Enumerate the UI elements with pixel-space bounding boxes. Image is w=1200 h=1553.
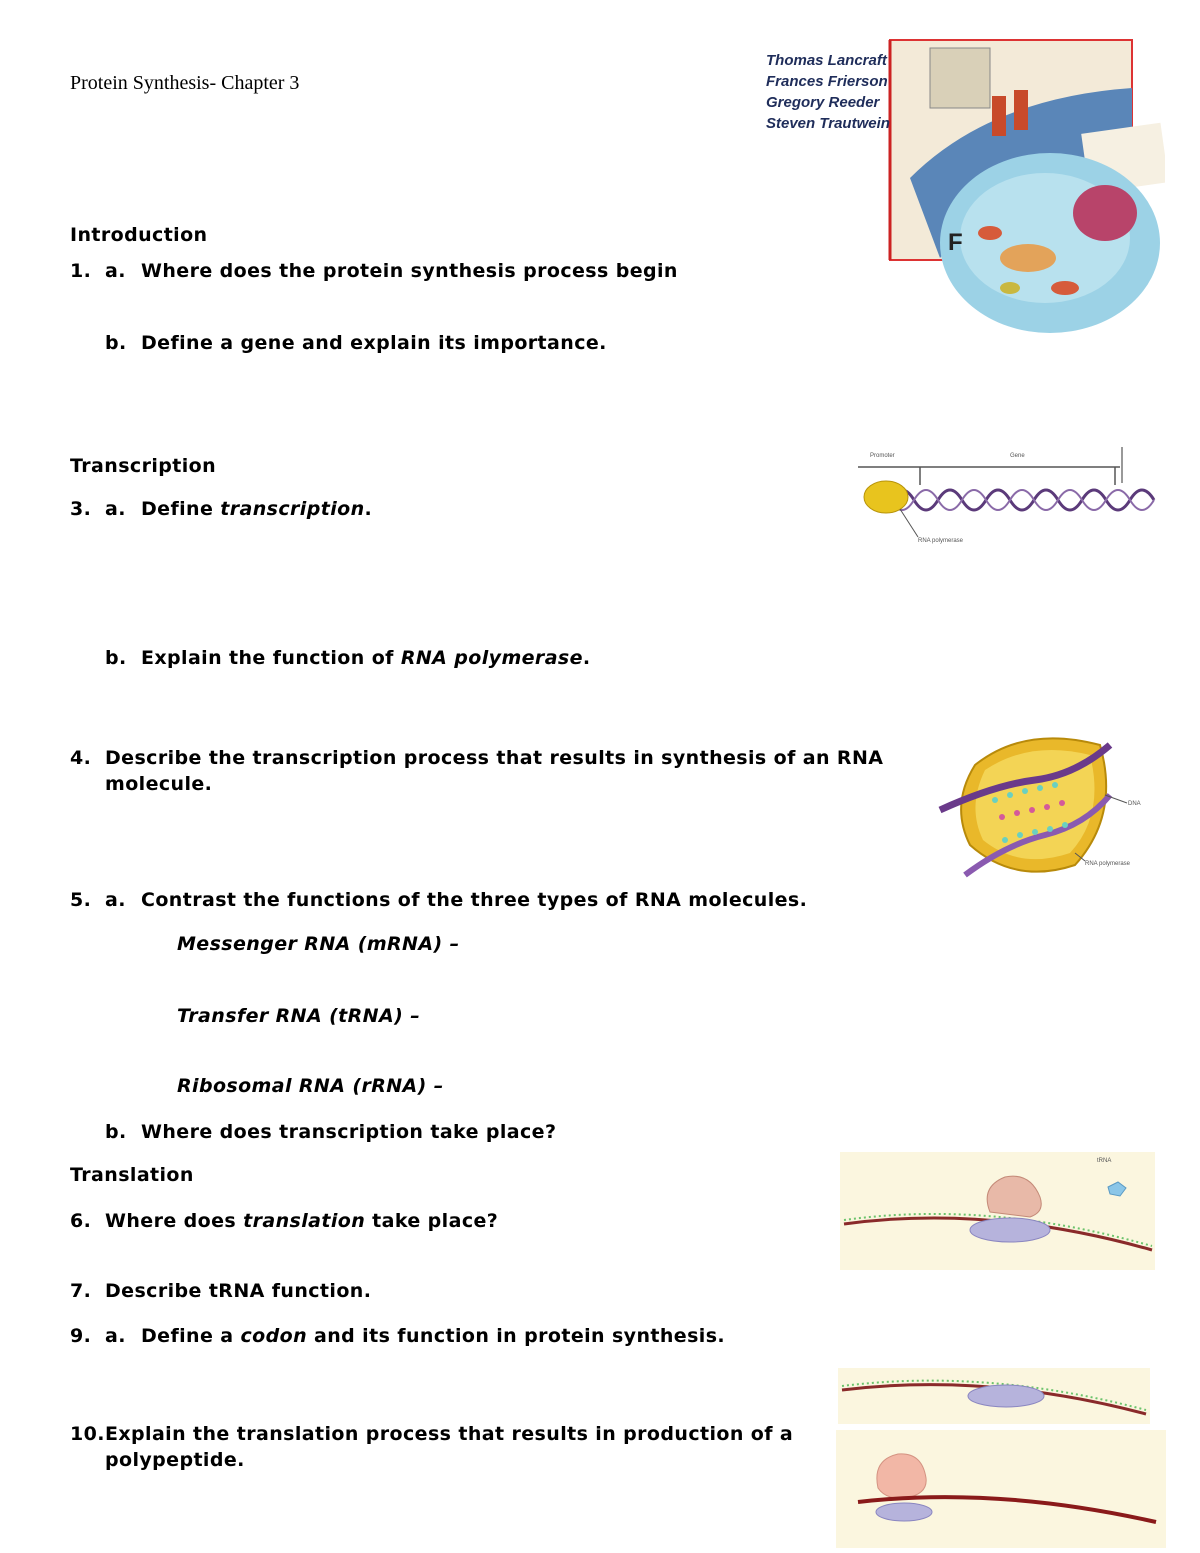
question-text: Explain the function of RNA polymerase. — [141, 647, 591, 669]
cover-authors — [766, 50, 890, 134]
question-text: Where does translation take place? — [105, 1210, 499, 1232]
rna-polymerase-illustration — [935, 725, 1155, 885]
mrna-strand-illustration — [838, 1368, 1150, 1424]
ribosome-trna-illustration — [840, 1152, 1155, 1270]
question-number: 10. — [70, 1423, 105, 1445]
question-text-line: Explain the translation process that results in production of a — [105, 1423, 794, 1445]
promoter-label: Promoter — [870, 453, 895, 459]
mrna-strand-figure — [838, 1368, 1150, 1424]
question-text-line: molecule. — [105, 773, 213, 795]
ribosome-figure — [840, 1152, 1155, 1270]
section-heading-introduction: Introduction — [70, 224, 208, 246]
textbook-cover-image — [760, 38, 1165, 338]
question-number: 9. — [70, 1325, 92, 1347]
sub-letter: b. — [105, 1121, 127, 1143]
question-number: 1. — [70, 260, 92, 282]
question-text: Where does the protein synthesis process begin — [141, 260, 678, 282]
dna-label: DNA — [1128, 801, 1141, 807]
svg-text:F: F — [948, 229, 963, 256]
ribosome-assembly-illustration — [836, 1430, 1166, 1548]
question-number: 4. — [70, 747, 92, 769]
trna-label: tRNA — [1097, 1158, 1112, 1164]
sub-letter: b. — [105, 647, 127, 669]
sub-letter: a. — [105, 498, 126, 520]
author-name: Gregory Reeder — [766, 94, 880, 111]
question-number: 5. — [70, 889, 92, 911]
rna-polymerase-label: RNA polymerase — [918, 538, 964, 544]
question-text-line: polypeptide. — [105, 1449, 245, 1471]
question-text: Contrast the functions of the three types of RNA molecules. — [141, 889, 808, 911]
question-text-line: Describe the transcription process that results in synthesis of an RNA — [105, 747, 884, 769]
sub-letter: a. — [105, 260, 126, 282]
gene-label: Gene — [1010, 453, 1025, 459]
page-title: Protein Synthesis- Chapter 3 — [70, 72, 300, 94]
section-heading-translation: Translation — [70, 1164, 194, 1186]
sub-letter: a. — [105, 889, 126, 911]
question-number: 7. — [70, 1280, 92, 1302]
dna-strand-figure — [850, 445, 1160, 545]
trna-prompt: Transfer RNA (tRNA) – — [177, 1005, 421, 1027]
question-text: Describe tRNA function. — [105, 1280, 372, 1302]
question-text: Define transcription. — [141, 498, 373, 520]
question-text: Define a gene and explain its importance. — [141, 332, 607, 354]
section-heading-transcription: Transcription — [70, 455, 217, 477]
rrna-prompt: Ribosomal RNA (rRNA) – — [177, 1075, 444, 1097]
author-name: Thomas Lancraft — [766, 52, 887, 69]
question-number: 3. — [70, 498, 92, 520]
rna-polymerase-label: RNA polymerase — [1085, 861, 1131, 867]
question-text: Where does transcription take place? — [141, 1121, 557, 1143]
question-number: 6. — [70, 1210, 92, 1232]
question-text: Define a codon and its function in protein synthesis. — [141, 1325, 726, 1347]
author-name: Steven Trautwein — [766, 115, 890, 132]
ribosome-assembly-figure — [836, 1430, 1166, 1548]
sub-letter: a. — [105, 1325, 126, 1347]
dna-strand-illustration — [850, 445, 1160, 545]
rna-polymerase-figure — [935, 725, 1155, 885]
author-name: Frances Frierson — [766, 73, 888, 90]
sub-letter: b. — [105, 332, 127, 354]
mrna-prompt: Messenger RNA (mRNA) – — [177, 933, 460, 955]
